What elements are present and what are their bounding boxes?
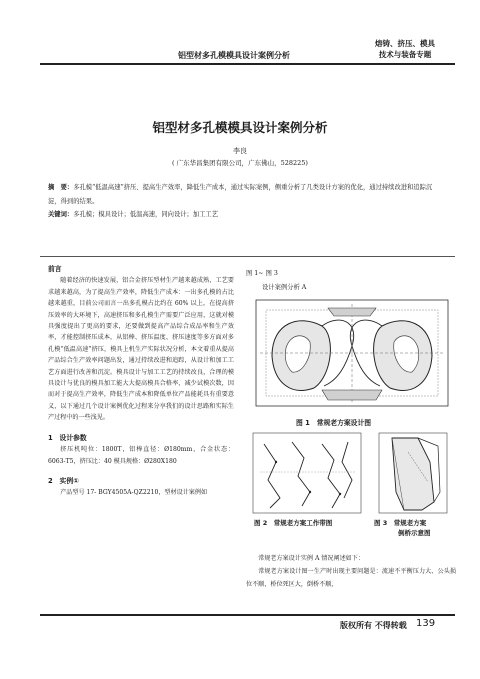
running-title: 铝型材多孔模模具设计案例分析 [178, 51, 290, 60]
header-rule [40, 63, 455, 65]
preface-heading: 前言 [48, 265, 62, 273]
article-affiliation: ( 广东华昌集团有限公司，广东佛山，528225) [172, 159, 308, 167]
copyright-notice: 版权所有 不得转载 [340, 621, 407, 630]
keywords-text: 多孔模；模具设计；低温高速，同向设计；加工工艺 [73, 211, 219, 218]
section-badge [355, 38, 455, 60]
figure-1-drawing [252, 296, 452, 410]
right-column-text [246, 552, 456, 591]
figure-3-caption [374, 518, 431, 538]
right-paragraph-1: 常规老方案设计实例 A 情况阐述如下： [258, 555, 364, 562]
article-author: 李良 [233, 147, 247, 155]
abstract-label: 摘 要： [48, 184, 74, 191]
page-number: 139 [416, 618, 436, 629]
right-paragraph-2: 常规老方案设计图一生产时出现主要问题是：流速不平衡压力大、公头损位不顺，桥位死区大，倒桥不顺， [246, 568, 456, 588]
section-divider [40, 256, 455, 257]
keywords-label: 关键词： [48, 211, 74, 218]
abstract-text: 多孔模“低温高速”挤压、提高生产效率，降低生产成本，通过实际案例，侧重分析了几类设计方案的优化，通过持续改进和追踪沉淀，得到的结果。 [48, 184, 433, 205]
figure-subtitle: 设计案例分析 A [262, 284, 307, 291]
section-1-paragraph: 挤压机吨位：1800T，铝棒直径：Ø180mm，合金状态：6063-T5，挤压比：40 模具规格：Ø280X180 [48, 446, 234, 465]
article-title: 铝型材多孔模模具设计案例分析 [152, 120, 328, 135]
footer-rule [40, 614, 455, 616]
badge-line-2: 技术与装备专题 [378, 50, 432, 59]
section-1-heading: 1 设计参数 [48, 433, 87, 442]
figure-2-caption: 图 2 常规老方案工作带图 [254, 519, 333, 527]
keywords [48, 209, 440, 221]
section-2-paragraph: 产品型号 17- BGY4505A-QZ2210，型材设计案例如 [60, 489, 208, 497]
figure-3-caption-line-2: 倒桥示意图 [398, 529, 431, 537]
preface-paragraph: 随着经济的快速发展，铝合金挤压型材生产越来越成熟，工艺要求越来越高，为了提高生产效率，降低生产成本：一出多孔模的占比越来越重，目前公司而言一出多孔模占比约在 60% 以上，在提高挤压效率的大环境下，高速挤压和多孔模生产需要广泛应用，这就对模具强度提出了更高的要求，还要做到提高产品综合成品率和生产效率，才能控制挤压成本，从铝棒、挤压温度、挤压速度等多方面对多孔模“低温高速”挤压，模具上机生产实际状况分析，本文着重从提高产品综合生产效率问题出发，通过持续改进和追踪，从设计和加工工艺方面进行改善和沉淀。模具设计与加工工艺的持续改良，合理的模具设计与优良的模具加工能大大提高模具合格率，减少试模次数，因而对于提高生产效率，降低生产成本和降低单位产品能耗具有重要意义，以下通过几个设计案例优化过程来分享我们的设计思路和实际生产过程中的一些浅见。 [48, 277, 234, 422]
left-column [48, 264, 234, 499]
section-2-heading: 2 实例① [48, 476, 79, 485]
figure-2-drawing [252, 432, 362, 514]
figure-1-caption: 图 1 常规老方案设计图 [296, 419, 372, 427]
badge-line-1: 熔铸、挤压、模具 [375, 39, 435, 48]
abstract [48, 181, 440, 209]
figure-reference: 图 1~ 图 3 [246, 270, 278, 277]
figure-3-caption-line-1: 图 3 常规老方案 [374, 519, 427, 527]
figure-3-drawing [378, 432, 448, 514]
